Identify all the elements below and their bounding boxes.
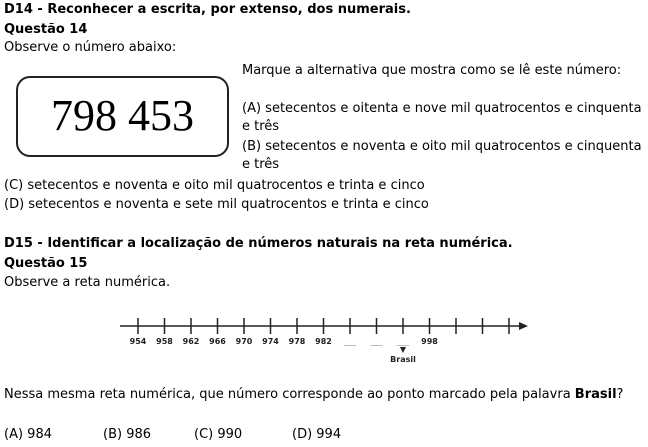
q15-title: Questão 15 [4,256,88,271]
brasil-marker-label: Brasil [390,355,416,364]
q14-option-b-line2: e três [242,157,280,172]
q14-option-c: (C) setecentos e noventa e oito mil quatrocentos e trinta e cinco [4,178,425,193]
number-line-tick-label: 982 [315,337,332,346]
d14-heading: D14 - Reconhecer a escrita, por extenso, dos numerais. [4,2,411,17]
q15-choice-b: (B) 986 [103,427,152,442]
number-display: 798 453 [51,91,194,140]
number-line-tick-label: 954 [129,337,147,346]
q15-question-bold: Brasil [574,387,617,402]
q14-option-b-line1: (B) setecentos e noventa e oito mil quatrocentos e cinquenta [242,139,642,154]
q14-title: Questão 14 [4,22,88,37]
q15-question-end: ? [616,387,624,402]
q15-choice-d: (D) 994 [292,427,342,442]
number-line [110,312,535,370]
number-line-arrow [519,322,528,330]
number-line-tick-label: 962 [182,337,200,346]
number-line-blank-label: ____ [370,339,383,346]
q14-prompt: Observe o número abaixo: [4,40,177,55]
q14-option-a-line1: (A) setecentos e oitenta e nove mil quatrocentos e cinquenta [242,101,642,116]
number-line-tick-label: 998 [421,337,438,346]
q15-choice-a: (A) 984 [4,427,52,442]
number-box [16,76,229,157]
number-line-tick-label: 974 [262,337,279,346]
d15-heading: D15 - Identificar a localização de números naturais na reta numérica. [4,236,513,251]
number-line-tick-label: 966 [209,337,226,346]
number-line-tick-label: 978 [288,337,306,346]
number-line-blank-label: ____ [397,339,409,346]
number-line-blank-label: ____ [344,339,356,346]
q14-option-a-line2: e três [242,119,280,134]
q14-option-d: (D) setecentos e noventa e sete mil quatrocentos e trinta e cinco [4,197,429,212]
q15-question-text: Nessa mesma reta numérica, que número corresponde ao ponto marcado pela palavra [4,387,575,402]
q15-prompt: Observe a reta numérica. [4,275,171,290]
number-line-tick-label: 970 [235,337,253,346]
number-line-tick-label: 958 [156,337,173,346]
q15-choice-c: (C) 990 [194,427,243,442]
q15-question [4,387,623,403]
q14-instruction: Marque a alternativa que mostra como se lê este número: [242,63,622,78]
brasil-marker-arrow [400,347,406,353]
